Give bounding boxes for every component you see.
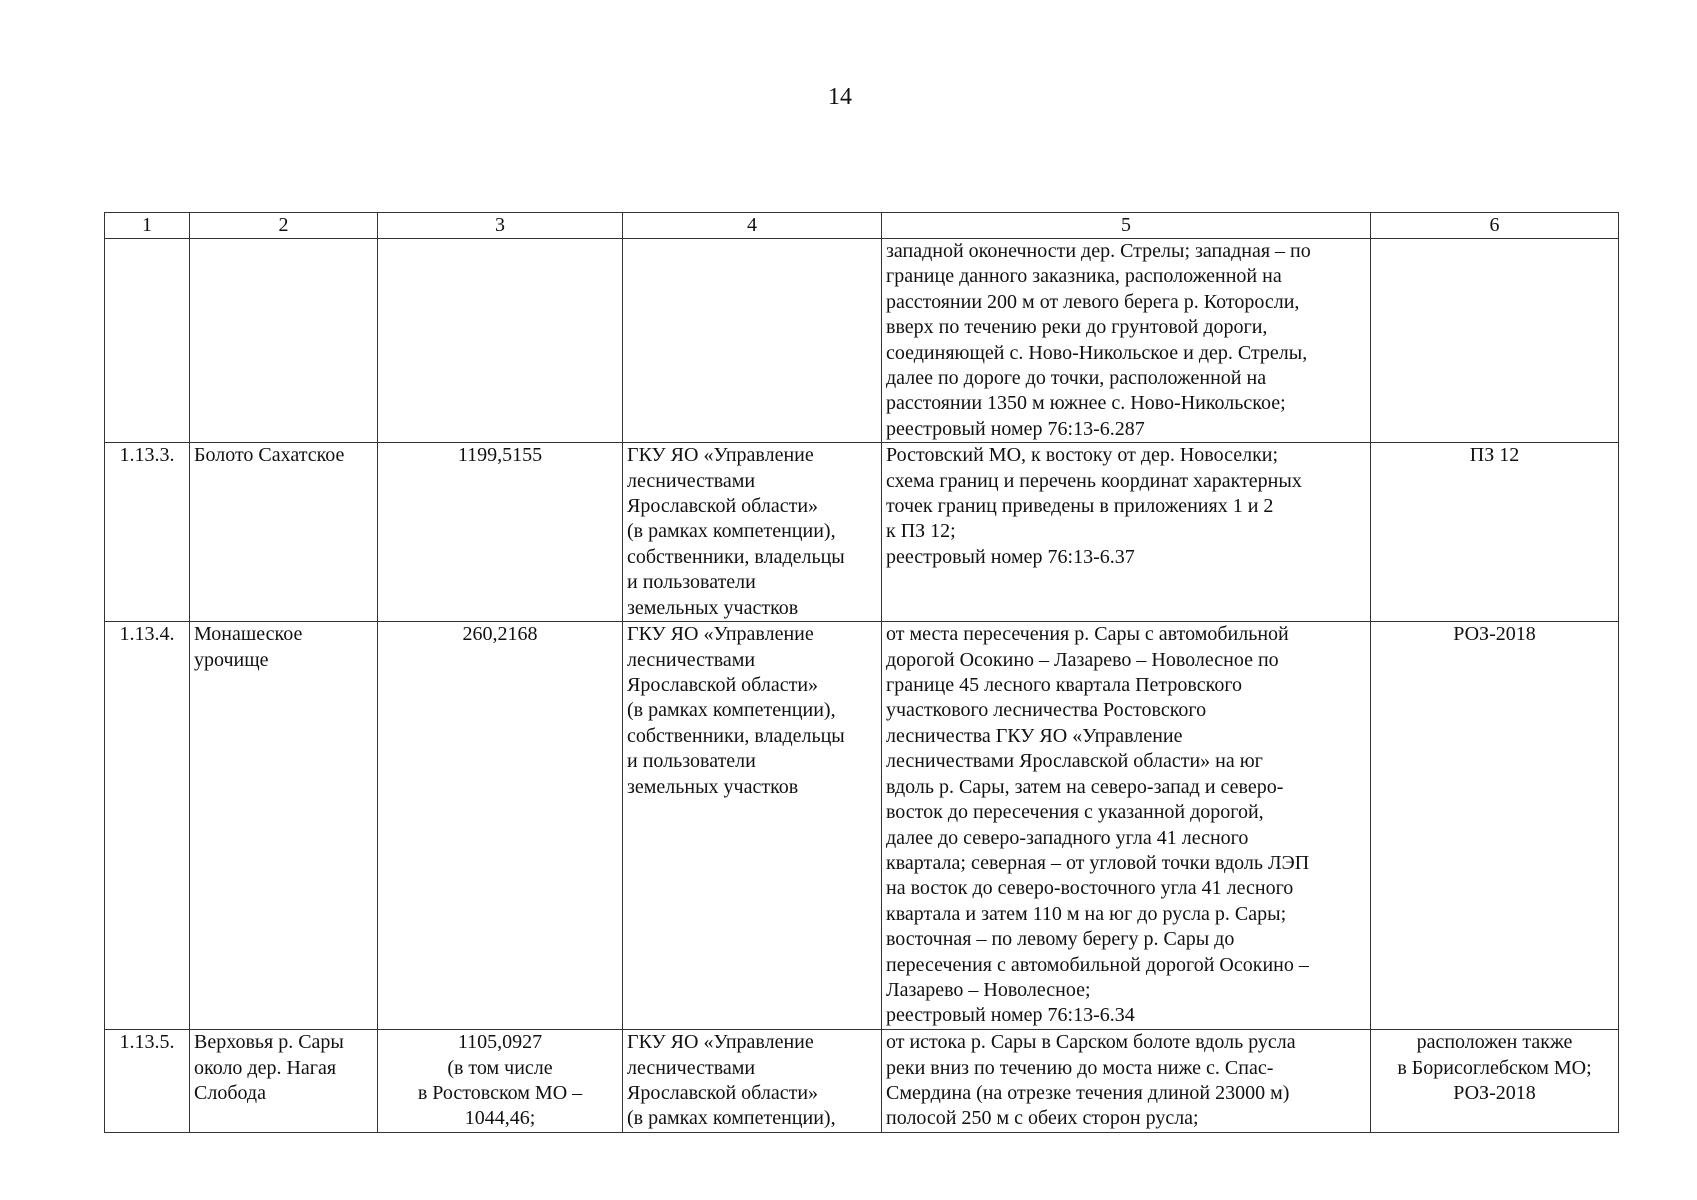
area-name-cell: Верховья р. Сары около дер. Нагая Слобода: [190, 1030, 378, 1133]
table-row: [105, 622, 1619, 1030]
area-size-cell: [378, 239, 623, 443]
column-number-1: 1: [105, 213, 190, 239]
area-size-cell: 260,2168: [378, 622, 623, 1030]
location-description-cell: от истока р. Сары в Сарском болоте вдоль русла реки вниз по течению до моста ниже с. Спас- Смердина (на отрезке течения длиной 23000 м) полосой 250 м с обеих сторон русла;: [882, 1030, 1371, 1133]
notes-cell: РОЗ-2018: [1371, 622, 1619, 1030]
row-number-cell: [105, 239, 190, 443]
column-number-4: 4: [623, 213, 882, 239]
notes-cell: ПЗ 12: [1371, 443, 1619, 622]
location-description-cell: от места пересечения р. Сары с автомобильной дорогой Осокино – Лазарево – Новолесное по границе 45 лесного квартала Петровского участкового лесничества Ростовского лесничества ГКУ ЯО «Управление лесничествами Ярославской области» на юг вдоль р. Сары, затем на северо-запад и северо- восток до пересечения с указанной дорогой, далее до северо-западного угла 41 лесного квартала; северная – от угловой точки вдоль ЛЭП на восток до северо-восточного угла 41 лесного квартала и затем 110 м на юг до русла р. Сары; восточная – по левому берегу р. Сары до пересечения с автомобильной дорогой Осокино – Лазарево – Новолесное; реестровый номер 76:13-6.34: [882, 622, 1371, 1030]
column-number-5: 5: [882, 213, 1371, 239]
location-description-cell: Ростовский МО, к востоку от дер. Новоселки; схема границ и перечень координат характерных точек границ приведены в приложениях 1 и 2 к ПЗ 12; реестровый номер 76:13-6.37: [882, 443, 1371, 622]
responsible-org-cell: ГКУ ЯО «Управление лесничествами Ярославской области» (в рамках компетенции), собственники, владельцы и пользователи земельных участков: [623, 443, 882, 622]
notes-cell: [1371, 239, 1619, 443]
protected-areas-table: [104, 212, 1619, 1133]
area-name-cell: [190, 239, 378, 443]
notes-cell: расположен также в Борисоглебском МО; РОЗ-2018: [1371, 1030, 1619, 1133]
responsible-org-cell: ГКУ ЯО «Управление лесничествами Ярославской области» (в рамках компетенции), собственники, владельцы и пользователи земельных участков: [623, 622, 882, 1030]
column-number-row: [105, 213, 1619, 239]
area-name-cell: Монашеское урочище: [190, 622, 378, 1030]
column-number-2: 2: [190, 213, 378, 239]
table-row: [105, 239, 1619, 443]
responsible-org-cell: [623, 239, 882, 443]
table-row: [105, 443, 1619, 622]
column-number-6: 6: [1371, 213, 1619, 239]
area-size-cell: 1105,0927 (в том числе в Ростовском МО – 1044,46;: [378, 1030, 623, 1133]
table-row: [105, 1030, 1619, 1133]
row-number-cell: 1.13.5.: [105, 1030, 190, 1133]
row-number-cell: 1.13.3.: [105, 443, 190, 622]
responsible-org-cell: ГКУ ЯО «Управление лесничествами Ярославской области» (в рамках компетенции),: [623, 1030, 882, 1133]
column-number-3: 3: [378, 213, 623, 239]
row-number-cell: 1.13.4.: [105, 622, 190, 1030]
area-name-cell: Болото Сахатское: [190, 443, 378, 622]
area-size-cell: 1199,5155: [378, 443, 623, 622]
location-description-cell: западной оконечности дер. Стрелы; западная – по границе данного заказника, расположенной на расстоянии 200 м от левого берега р. Которосли, вверх по течению реки до грунтовой дороги, соединяющей с. Ново-Никольское и дер. Стрелы, далее по дороге до точки, расположенной на расстоянии 1350 м южнее с. Ново-Никольское; реестровый номер 76:13-6.287: [882, 239, 1371, 443]
page-number: 14: [828, 84, 852, 110]
